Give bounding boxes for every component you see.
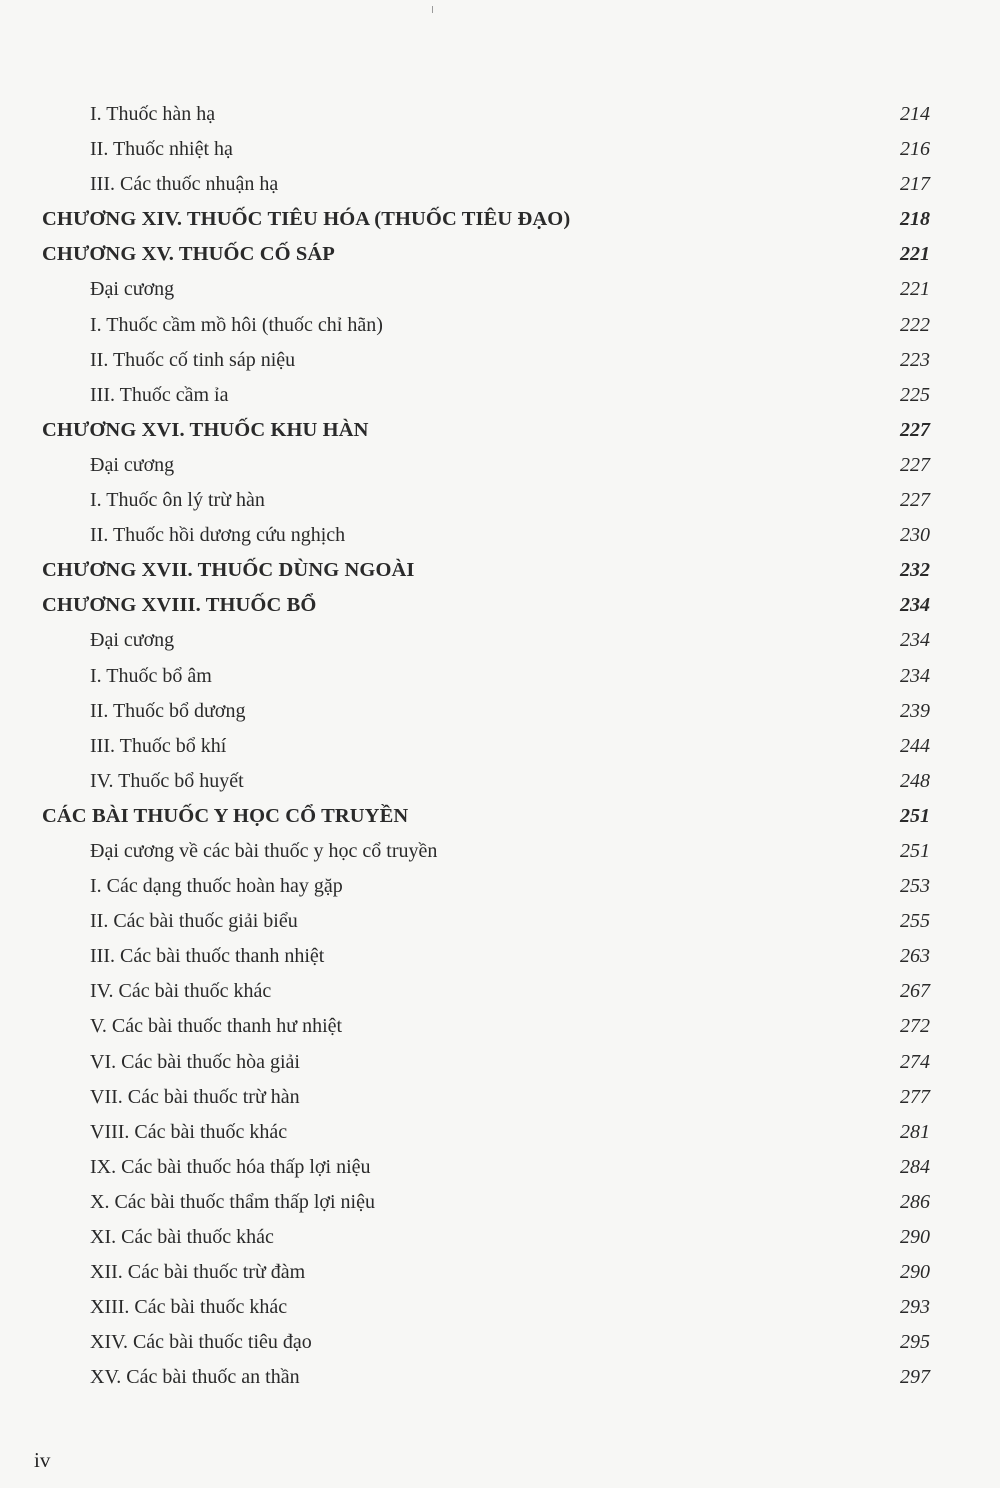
toc-page-number: 290 bbox=[900, 1261, 930, 1284]
toc-entry-row bbox=[42, 343, 930, 378]
toc-page-number: 251 bbox=[900, 839, 930, 862]
toc-entry-title: Đại cương bbox=[90, 629, 175, 652]
toc-page-number: 272 bbox=[900, 1015, 930, 1038]
toc-entry-title: XIII. Các bài thuốc khác bbox=[90, 1296, 288, 1319]
toc-entry-title: X. Các bài thuốc thẩm thấp lợi niệu bbox=[90, 1190, 375, 1213]
toc-entry-row bbox=[42, 1360, 930, 1395]
table-of-contents bbox=[42, 97, 930, 1395]
toc-entry-title: II. Thuốc hồi dương cứu nghịch bbox=[90, 524, 346, 547]
toc-entry-title: II. Các bài thuốc giải biểu bbox=[90, 910, 298, 933]
toc-page-number: 214 bbox=[900, 103, 930, 125]
toc-page-number: 234 bbox=[900, 629, 930, 652]
toc-page-number: 221 bbox=[900, 278, 930, 301]
toc-entry-row bbox=[42, 308, 930, 343]
toc-page-number: 227 bbox=[900, 489, 930, 512]
toc-page-number: 244 bbox=[900, 734, 930, 757]
toc-entry-row bbox=[42, 97, 930, 132]
toc-entry-row bbox=[42, 659, 930, 694]
toc-page-number: 239 bbox=[900, 699, 930, 722]
toc-page-number: 234 bbox=[900, 664, 930, 687]
toc-page-number: 251 bbox=[900, 804, 930, 827]
toc-entry-row bbox=[42, 1255, 930, 1290]
toc-entry-title: Đại cương bbox=[90, 278, 175, 301]
toc-chapter-row bbox=[42, 799, 930, 834]
toc-entry-title: IX. Các bài thuốc hóa thấp lợi niệu bbox=[90, 1155, 371, 1178]
toc-entry-title: XI. Các bài thuốc khác bbox=[90, 1226, 274, 1248]
toc-entry-title: III. Các thuốc nhuận hạ bbox=[90, 173, 279, 196]
toc-page-number: 274 bbox=[900, 1050, 930, 1073]
toc-page-number: 217 bbox=[900, 173, 930, 196]
toc-entry-row bbox=[42, 1185, 930, 1220]
toc-page-number: 234 bbox=[900, 594, 930, 617]
toc-entry-row bbox=[42, 1150, 930, 1185]
toc-entry-title: VIII. Các bài thuốc khác bbox=[90, 1120, 288, 1143]
toc-entry-row bbox=[42, 483, 930, 518]
toc-page-number: 277 bbox=[900, 1085, 930, 1108]
toc-entry-row bbox=[42, 1325, 930, 1360]
page-folio: iv bbox=[34, 1448, 51, 1472]
toc-entry-title: III. Các bài thuốc thanh nhiệt bbox=[90, 945, 325, 968]
toc-entry-title: CÁC BÀI THUỐC Y HỌC CỔ TRUYỀN bbox=[42, 804, 409, 827]
toc-entry-row bbox=[42, 1080, 930, 1115]
toc-page-number: 295 bbox=[900, 1331, 930, 1354]
toc-page-number: 293 bbox=[900, 1296, 930, 1319]
toc-page-number: 263 bbox=[900, 945, 930, 968]
toc-page-number: 223 bbox=[900, 348, 930, 371]
toc-page-number: 227 bbox=[900, 453, 930, 476]
toc-page-number: 222 bbox=[900, 313, 930, 336]
toc-page-number: 216 bbox=[900, 138, 930, 161]
toc-entry-row bbox=[42, 623, 930, 658]
toc-entry-title: IV. Thuốc bổ huyết bbox=[90, 769, 244, 792]
toc-entry-row bbox=[42, 1290, 930, 1325]
toc-entry-row bbox=[42, 1045, 930, 1080]
toc-entry-title: CHƯƠNG XVII. THUỐC DÙNG NGOÀI bbox=[42, 559, 415, 582]
toc-entry-row bbox=[42, 167, 930, 202]
toc-page-number: 297 bbox=[900, 1366, 930, 1389]
toc-chapter-row bbox=[42, 237, 930, 272]
toc-page-number: 225 bbox=[900, 383, 930, 406]
toc-entry-title: I. Thuốc hàn hạ bbox=[90, 103, 216, 125]
scan-mark bbox=[432, 6, 433, 13]
toc-entry-title: I. Thuốc ôn lý trừ hàn bbox=[90, 489, 265, 512]
toc-entry-title: II. Thuốc cố tinh sáp niệu bbox=[90, 348, 296, 371]
toc-page-number: 232 bbox=[900, 559, 930, 582]
toc-entry-row bbox=[42, 834, 930, 869]
toc-entry-title: III. Thuốc bổ khí bbox=[90, 734, 227, 757]
toc-entry-title: CHƯƠNG XIV. THUỐC TIÊU HÓA (THUỐC TIÊU ĐẠO) bbox=[42, 208, 571, 231]
toc-page-number: 230 bbox=[900, 524, 930, 547]
toc-entry-row bbox=[42, 132, 930, 167]
toc-entry-row bbox=[42, 378, 930, 413]
toc-entry-title: IV. Các bài thuốc khác bbox=[90, 980, 272, 1003]
toc-entry-title: III. Thuốc cầm ỉa bbox=[90, 383, 229, 406]
toc-entry-row bbox=[42, 694, 930, 729]
toc-page-number: 218 bbox=[900, 208, 930, 231]
toc-chapter-row bbox=[42, 413, 930, 448]
toc-entry-title: VI. Các bài thuốc hòa giải bbox=[90, 1050, 300, 1073]
toc-entry-row bbox=[42, 764, 930, 799]
toc-entry-title: I. Thuốc cầm mồ hôi (thuốc chỉ hãn) bbox=[90, 313, 383, 336]
toc-page-number: 290 bbox=[900, 1226, 930, 1248]
toc-entry-title: XV. Các bài thuốc an thần bbox=[90, 1366, 300, 1389]
toc-entry-row bbox=[42, 869, 930, 904]
toc-entry-row bbox=[42, 448, 930, 483]
toc-entry-row bbox=[42, 518, 930, 553]
toc-entry-title: XIV. Các bài thuốc tiêu đạo bbox=[90, 1331, 312, 1354]
toc-chapter-row bbox=[42, 553, 930, 588]
toc-page-number: 284 bbox=[900, 1155, 930, 1178]
toc-page-number: 253 bbox=[900, 875, 930, 898]
toc-entry-row bbox=[42, 939, 930, 974]
toc-chapter-row bbox=[42, 202, 930, 237]
toc-entry-row bbox=[42, 1220, 930, 1255]
toc-entry-row bbox=[42, 904, 930, 939]
toc-entry-title: II. Thuốc nhiệt hạ bbox=[90, 138, 233, 161]
toc-entry-row bbox=[42, 729, 930, 764]
toc-entry-title: VII. Các bài thuốc trừ hàn bbox=[90, 1085, 300, 1108]
toc-entry-row bbox=[42, 974, 930, 1009]
toc-entry-title: V. Các bài thuốc thanh hư nhiệt bbox=[90, 1015, 343, 1038]
toc-entry-title: Đại cương về các bài thuốc y học cổ truyền bbox=[90, 839, 438, 862]
toc-entry-title: II. Thuốc bổ dương bbox=[90, 699, 246, 722]
toc-entry-title: CHƯƠNG XVIII. THUỐC BỔ bbox=[42, 594, 317, 617]
toc-entry-row bbox=[42, 1009, 930, 1044]
toc-entry-title: CHƯƠNG XVI. THUỐC KHU HÀN bbox=[42, 418, 369, 441]
toc-page-number: 227 bbox=[900, 418, 930, 441]
toc-page-number: 286 bbox=[900, 1190, 930, 1213]
toc-page-number: 267 bbox=[900, 980, 930, 1003]
toc-page-number: 255 bbox=[900, 910, 930, 933]
toc-chapter-row bbox=[42, 588, 930, 623]
toc-page-number: 221 bbox=[900, 243, 930, 266]
toc-entry-title: I. Thuốc bổ âm bbox=[90, 664, 212, 687]
toc-entry-title: XII. Các bài thuốc trừ đàm bbox=[90, 1261, 306, 1284]
toc-entry-row bbox=[42, 1115, 930, 1150]
toc-page-number: 281 bbox=[900, 1120, 930, 1143]
toc-entry-title: Đại cương bbox=[90, 453, 175, 476]
toc-page-number: 248 bbox=[900, 769, 930, 792]
toc-entry-title: I. Các dạng thuốc hoàn hay gặp bbox=[90, 875, 343, 898]
toc-entry-title: CHƯƠNG XV. THUỐC CỐ SÁP bbox=[42, 243, 335, 266]
toc-entry-row bbox=[42, 272, 930, 307]
